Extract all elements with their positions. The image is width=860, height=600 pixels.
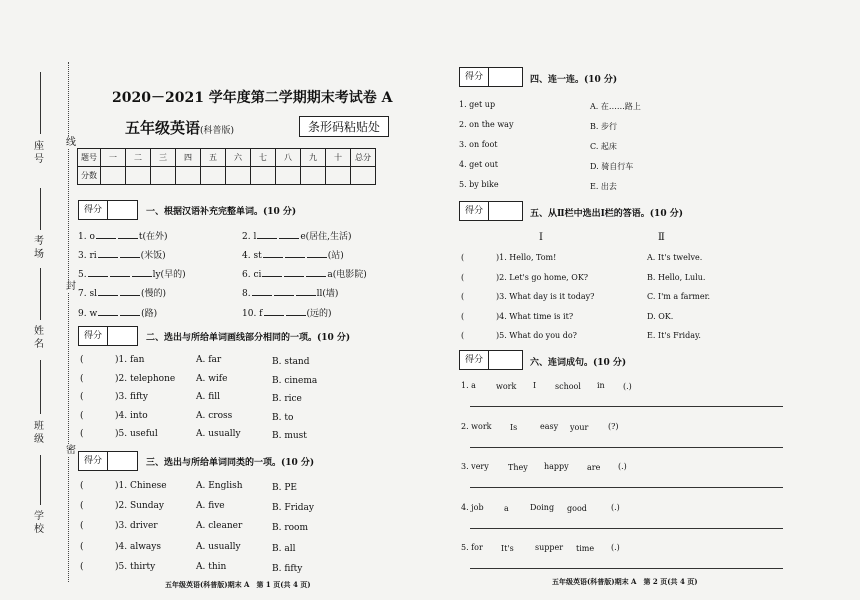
score-header-cell: 题号 <box>78 149 101 167</box>
score-cell[interactable] <box>251 167 276 185</box>
question-word: )2. Sunday <box>115 501 164 512</box>
section-4-title: 四、连一连。(10 分) <box>530 75 618 85</box>
section-5-title: 五、从Ⅱ栏中选出Ⅰ栏的答语。(10 分) <box>530 209 683 219</box>
answer-option[interactable]: A. It's twelve. <box>647 253 703 262</box>
answer-line[interactable] <box>470 487 783 488</box>
scrambled-word: They <box>508 463 528 472</box>
answer-blank[interactable] <box>284 267 304 277</box>
question-word: )2. telephone <box>115 373 176 384</box>
scrambled-word: (.) <box>611 502 620 512</box>
item-suffix: (站) <box>327 251 344 261</box>
item-suffix: (远的) <box>306 309 332 319</box>
fill-in-item <box>78 306 157 319</box>
item-prefix: 7. sl <box>78 289 97 299</box>
score-header-cell: 二 <box>126 149 151 167</box>
answer-blank[interactable] <box>120 248 140 258</box>
item-prefix: 8. <box>242 289 251 299</box>
item-prefix: 1. o <box>78 232 95 242</box>
question-text: )2. Let's go home, OK? <box>496 272 589 282</box>
page-1-footer: 五年级英语(科普版)期末 A 第 1 页(共 4 页) <box>165 580 311 589</box>
answer-blank[interactable] <box>98 306 118 316</box>
question-word: )4. always <box>115 541 161 552</box>
option-a[interactable]: A. thin <box>196 561 227 572</box>
score-cell[interactable] <box>176 167 201 185</box>
answer-paren[interactable]: ( <box>80 429 84 440</box>
question-word: )3. fifty <box>115 392 148 403</box>
section-4-score-box[interactable] <box>459 67 523 87</box>
score-header-cell: 一 <box>101 149 126 167</box>
item-suffix: (米饭) <box>140 251 166 261</box>
match-right-item[interactable]: C. 起床 <box>590 142 617 151</box>
answer-blank[interactable] <box>88 267 108 277</box>
answer-blank[interactable] <box>132 267 152 277</box>
score-box-label: 得分 <box>460 202 489 220</box>
item-prefix: 9. w <box>78 309 98 319</box>
score-header-cell: 十 <box>326 149 351 167</box>
match-left-item[interactable]: 5. by bike <box>459 180 499 189</box>
option-b[interactable]: B. rice <box>272 394 302 405</box>
name-line <box>40 268 41 320</box>
question-word: )3. driver <box>115 521 158 532</box>
question-text: )4. What time is it? <box>496 311 574 321</box>
score-box-label: 得分 <box>460 351 489 369</box>
score-box-label: 得分 <box>79 327 108 345</box>
score-box-label: 得分 <box>79 201 108 219</box>
scrambled-word: time <box>576 544 595 553</box>
fill-in-item <box>242 306 332 319</box>
score-header-cell: 九 <box>301 149 326 167</box>
item-suffix: ly(早的) <box>152 270 186 280</box>
score-table <box>77 148 376 185</box>
answer-paren[interactable]: ( <box>80 561 84 572</box>
section-5-score-box[interactable] <box>459 201 523 221</box>
answer-paren[interactable]: ( <box>80 521 84 532</box>
match-left-item[interactable]: 4. get out <box>459 160 498 169</box>
fill-in-item <box>78 248 166 261</box>
label-name: 姓名 <box>34 326 44 350</box>
option-a[interactable]: A. cleaner <box>196 521 243 532</box>
cut-mark-feng: 封 <box>66 281 76 292</box>
option-b[interactable]: B. stand <box>272 357 310 367</box>
option-a[interactable]: A. far <box>196 355 222 365</box>
option-a[interactable]: A. fill <box>196 392 220 403</box>
cut-mark-mi: 密 <box>66 445 76 456</box>
scrambled-word: in <box>597 381 605 390</box>
match-right-item[interactable]: A. 在……路上 <box>590 102 641 111</box>
answer-paren[interactable]: ( <box>461 331 465 340</box>
answer-option[interactable]: C. I'm a farmer. <box>647 292 711 301</box>
match-left-item[interactable]: 1. get up <box>459 100 496 109</box>
answer-paren[interactable]: ( <box>80 373 84 384</box>
question-word: )1. Chinese <box>115 481 167 491</box>
option-a[interactable]: A. usually <box>196 429 241 440</box>
score-header-cell: 八 <box>276 149 301 167</box>
answer-blank[interactable] <box>307 248 327 258</box>
section-3-score-box[interactable] <box>78 451 138 471</box>
answer-blank[interactable] <box>110 267 130 277</box>
scrambled-word: Is <box>510 422 518 432</box>
item-suffix: t(在外) <box>138 232 168 242</box>
fill-in-item <box>78 229 168 242</box>
answer-paren[interactable]: ( <box>461 311 465 321</box>
item-prefix: 10. f <box>242 309 263 319</box>
question-word: )4. into <box>115 410 148 421</box>
subject-title: 五年级英语 <box>125 119 201 137</box>
class-line <box>40 360 41 414</box>
question-word: )1. fan <box>115 355 145 365</box>
answer-option[interactable]: E. It's Friday. <box>647 331 701 340</box>
answer-paren[interactable]: ( <box>80 392 84 403</box>
subject-heading <box>125 117 234 138</box>
answer-line[interactable] <box>470 528 783 529</box>
scrambled-word: (.) <box>618 462 627 471</box>
question-text: )5. What do you do? <box>496 331 577 340</box>
score-header-cell: 四 <box>176 149 201 167</box>
match-right-item[interactable]: D. 骑自行车 <box>590 162 634 171</box>
scrambled-word: are <box>587 463 601 472</box>
fill-in-item <box>242 229 352 242</box>
score-cell[interactable] <box>326 167 351 185</box>
answer-blank[interactable] <box>286 306 306 316</box>
score-header-cell: 五 <box>201 149 226 167</box>
scrambled-word: 5. for <box>461 543 483 552</box>
scrambled-word: It's <box>501 544 514 553</box>
answer-blank[interactable] <box>120 306 140 316</box>
answer-option[interactable]: D. OK. <box>647 311 674 321</box>
fill-in-item <box>242 248 344 261</box>
option-b[interactable]: B. must <box>272 431 307 442</box>
score-header-cell: 总分 <box>351 149 376 167</box>
fill-in-item <box>242 267 367 280</box>
seat-number-line <box>40 72 41 134</box>
section-2-score-box[interactable] <box>78 326 138 346</box>
score-row-label: 分数 <box>78 167 101 185</box>
section-6-score-box[interactable] <box>459 350 523 370</box>
answer-blank[interactable] <box>296 286 316 296</box>
answer-option[interactable]: B. Hello, Lulu. <box>647 272 706 282</box>
option-b[interactable]: B. all <box>272 543 296 554</box>
scrambled-word: work <box>496 382 517 391</box>
match-left-item[interactable]: 3. on foot <box>459 140 498 149</box>
fill-in-item <box>78 267 186 280</box>
fill-in-item <box>242 286 338 299</box>
edition-label: (科普版) <box>200 126 235 136</box>
score-header-cell: 七 <box>251 149 276 167</box>
scrambled-word: Doing <box>530 502 555 512</box>
answer-paren[interactable]: ( <box>80 541 84 552</box>
item-suffix: e(居住,生活) <box>300 232 352 242</box>
score-box-label: 得分 <box>460 68 489 86</box>
match-right-item[interactable]: B. 步行 <box>590 122 617 131</box>
exam-title: 2020－2021 学年度第二学期期末考试卷 A <box>112 90 393 106</box>
page-2-footer: 五年级英语(科普版)期末 A 第 2 页(共 4 页) <box>552 577 698 586</box>
scrambled-word: your <box>570 422 589 432</box>
fill-in-item <box>78 286 166 299</box>
exam-room-line <box>40 188 41 230</box>
section-6-title: 六、连词成句。(10 分) <box>530 358 627 368</box>
column-2-heading: Ⅱ <box>658 232 665 243</box>
scrambled-word: 3. very <box>461 462 489 471</box>
label-class: 班级 <box>34 421 44 445</box>
question-text: )3. What day is it today? <box>496 292 595 301</box>
barcode-box: 条形码粘贴处 <box>299 116 389 137</box>
item-suffix: (路) <box>141 309 158 319</box>
score-cell[interactable] <box>351 167 376 185</box>
scrambled-word: (?) <box>608 421 619 431</box>
score-cell[interactable] <box>201 167 226 185</box>
score-header-cell: 三 <box>151 149 176 167</box>
option-a[interactable]: A. English <box>196 481 243 491</box>
answer-blank[interactable] <box>279 229 299 239</box>
answer-blank[interactable] <box>120 286 140 296</box>
answer-paren[interactable]: ( <box>80 410 84 421</box>
item-prefix: 6. ci <box>242 270 262 280</box>
scrambled-word: 4. job <box>461 502 484 512</box>
answer-blank[interactable] <box>252 286 272 296</box>
answer-paren[interactable]: ( <box>461 292 465 301</box>
answer-blank[interactable] <box>263 248 283 258</box>
question-word: )5. useful <box>115 429 158 440</box>
score-table-score-row <box>78 167 376 185</box>
answer-blank[interactable] <box>98 248 118 258</box>
column-1-heading: Ⅰ <box>539 232 543 243</box>
question-word: )5. thirty <box>115 561 156 572</box>
item-suffix: ll(墙) <box>316 289 339 299</box>
answer-line[interactable] <box>470 568 783 569</box>
answer-paren[interactable]: ( <box>80 501 84 512</box>
label-seat-number: 座号 <box>34 141 44 165</box>
score-cell[interactable] <box>151 167 176 185</box>
score-cell[interactable] <box>126 167 151 185</box>
scrambled-word: a <box>504 503 509 513</box>
answer-blank[interactable] <box>306 267 326 277</box>
label-exam-room: 考场 <box>34 236 44 260</box>
school-line <box>40 455 41 505</box>
option-b[interactable]: B. fifty <box>272 563 303 574</box>
section-1-score-box[interactable] <box>78 200 138 220</box>
option-b[interactable]: B. PE <box>272 483 297 493</box>
answer-paren[interactable]: ( <box>461 272 465 282</box>
option-a[interactable]: A. usually <box>196 541 241 552</box>
option-a[interactable]: A. cross <box>196 410 233 421</box>
scrambled-word: happy <box>544 462 569 471</box>
option-b[interactable]: B. room <box>272 523 309 534</box>
match-right-item[interactable]: E. 出去 <box>590 182 617 191</box>
cut-mark-xian: 线 <box>66 137 76 148</box>
scrambled-word: (.) <box>611 543 620 552</box>
score-cell[interactable] <box>301 167 326 185</box>
item-suffix: a(电影院) <box>327 270 367 280</box>
section-1-title: 一、根据汉语补充完整单词。(10 分) <box>146 207 297 217</box>
answer-blank[interactable] <box>262 267 282 277</box>
scrambled-word: (.) <box>623 382 632 391</box>
item-prefix: 2. l <box>242 232 257 242</box>
item-suffix: (慢的) <box>140 289 166 299</box>
scrambled-word: supper <box>535 543 564 552</box>
answer-blank[interactable] <box>274 286 294 296</box>
answer-paren[interactable]: ( <box>80 481 84 491</box>
question-text: )1. Hello, Tom! <box>496 253 557 262</box>
scrambled-word: I <box>533 381 537 390</box>
item-prefix: 3. ri <box>78 251 97 261</box>
answer-blank[interactable] <box>98 286 118 296</box>
scrambled-word: good <box>567 503 587 513</box>
score-cell[interactable] <box>101 167 126 185</box>
scrambled-word: school <box>555 382 581 391</box>
score-header-cell: 六 <box>226 149 251 167</box>
item-prefix: 5. <box>78 270 87 280</box>
option-a[interactable]: A. five <box>196 501 225 512</box>
item-prefix: 4. st <box>242 251 262 261</box>
option-a[interactable]: A. wife <box>196 373 228 384</box>
scrambled-word: easy <box>540 421 559 431</box>
answer-blank[interactable] <box>96 229 116 239</box>
answer-blank[interactable] <box>118 229 138 239</box>
answer-blank[interactable] <box>257 229 277 239</box>
section-3-title: 三、选出与所给单词同类的一项。(10 分) <box>146 458 315 468</box>
answer-paren[interactable]: ( <box>461 253 465 262</box>
score-cell[interactable] <box>226 167 251 185</box>
label-school: 学校 <box>34 511 44 535</box>
score-table-header-row <box>78 149 376 167</box>
section-2-title: 二、选出与所给单词画线部分相同的一项。(10 分) <box>146 333 351 343</box>
option-b[interactable]: B. Friday <box>272 503 314 514</box>
answer-blank[interactable] <box>264 306 284 316</box>
option-b[interactable]: B. to <box>272 412 294 423</box>
score-box-label: 得分 <box>79 452 108 470</box>
answer-paren[interactable]: ( <box>80 355 84 365</box>
score-cell[interactable] <box>276 167 301 185</box>
answer-blank[interactable] <box>285 248 305 258</box>
answer-line[interactable] <box>470 406 783 407</box>
match-left-item[interactable]: 2. on the way <box>459 120 514 129</box>
option-b[interactable]: B. cinema <box>272 375 318 386</box>
scrambled-word: 1. a <box>461 381 476 390</box>
scrambled-word: 2. work <box>461 421 492 431</box>
answer-line[interactable] <box>470 447 783 448</box>
